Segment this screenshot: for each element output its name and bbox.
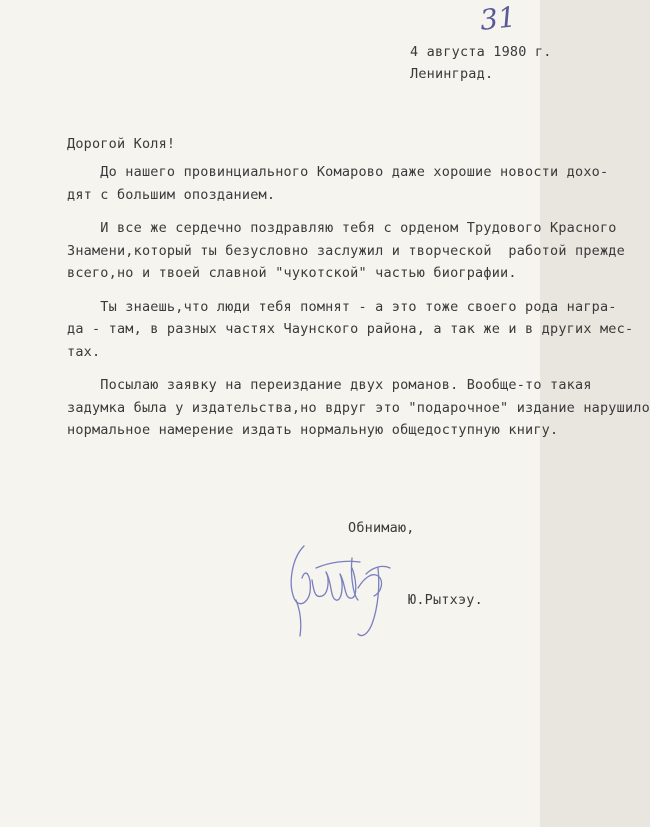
signature-name: Ю.Рытхэу.	[408, 592, 483, 608]
handwritten-signature	[286, 538, 398, 646]
body-line: задумка была у издательства,но вдруг это "подарочное" издание нарушило	[67, 399, 650, 416]
body-line: всего,но и твоей славной "чукотской" частью биографии.	[67, 265, 517, 281]
closing: Обнимаю,	[348, 520, 415, 536]
body-line: дят с большим опозданием.	[67, 186, 276, 203]
body-line: Ты знаешь,что люди тебя помнят - а это тоже своего рода награ-	[67, 298, 617, 315]
archive-number: 31	[478, 0, 518, 37]
body-line: тах.	[67, 343, 101, 360]
salutation: Дорогой Коля!	[67, 136, 176, 152]
body-line: да - там, в разных частях Чаунского района, а так же и в других мес-	[67, 321, 634, 337]
body-line: До нашего провинциального Комарово даже хорошие новости дохо-	[67, 164, 609, 180]
body-line: И все же сердечно поздравляю тебя с орденом Трудового Красного	[67, 220, 617, 236]
body-line: нормальное намерение издать нормальную общедоступную книгу.	[67, 422, 559, 438]
body-line: Знамени,который ты безусловно заслужил и творческой работой прежде	[67, 242, 625, 259]
body-line: Посылаю заявку на переиздание двух романов. Вообще-то такая	[67, 377, 592, 393]
letter-body	[67, 161, 650, 442]
letter-place: Ленинград.	[410, 66, 494, 82]
letter-date: 4 августа 1980 г.	[410, 44, 552, 60]
